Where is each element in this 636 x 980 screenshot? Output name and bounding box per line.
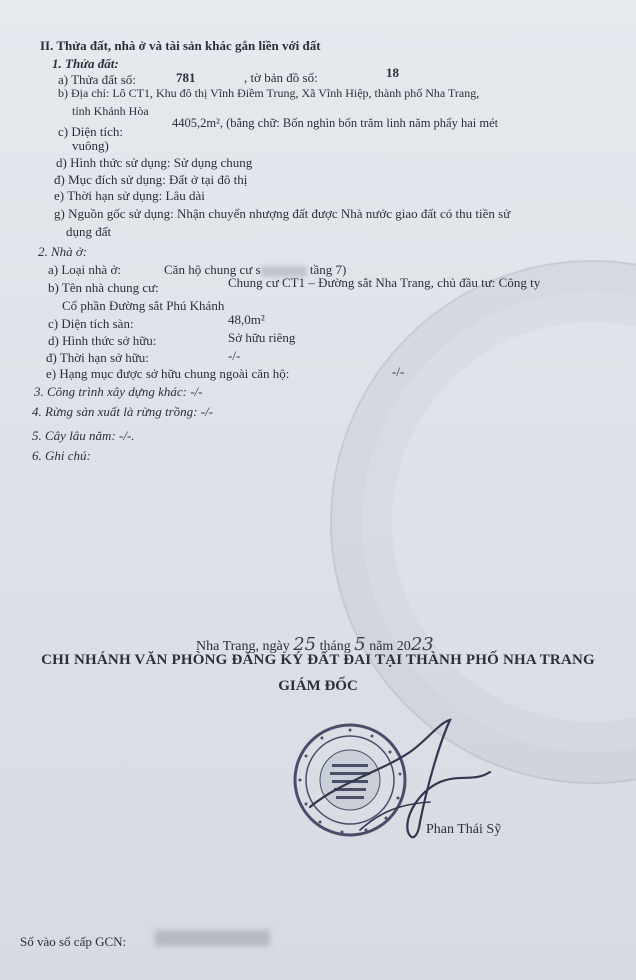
house-type-value: Căn hộ chung cư s tầng 7) — [164, 262, 347, 277]
parcel-number: 781 — [176, 70, 196, 85]
area-label: c) Diện tích: — [58, 124, 123, 139]
map-label: , tờ bản đồ số: — [244, 70, 318, 85]
issuing-office: CHI NHÁNH VĂN PHÒNG ĐĂNG KÝ ĐẤT ĐAI TẠI THÀNH PHỐ NHA TRANG — [41, 652, 595, 668]
section-title: II. Thửa đất, nhà ở và tài sản khác gắn liền với đất — [40, 38, 321, 53]
shared-items-value: -/- — [392, 364, 405, 379]
other-construction: 3. Công trình xây dựng khác: -/- — [34, 384, 203, 399]
building-value: Chung cư CT1 – Đường sắt Nha Trang, chủ đầu tư: Công ty — [228, 275, 541, 290]
handwritten-year: 23 — [410, 634, 434, 655]
area-value: 4405,2m², (bằng chữ: Bốn nghìn bốn trăm linh năm phẩy hai mét — [172, 116, 499, 130]
house-type-label: a) Loại nhà ở: — [48, 262, 121, 277]
parcel-label: a) Thửa đất số: — [58, 72, 136, 87]
notes-label: 6. Ghi chú: — [32, 448, 91, 463]
signer-name: Phan Thái Sỹ — [426, 822, 502, 837]
ownership-form-value: Sở hữu riêng — [228, 330, 296, 345]
origin-line-1: g) Nguồn gốc sử dụng: Nhận chuyển nhượng đất được Nhà nước giao đất có thu tiền sử — [54, 206, 511, 221]
building-label: b) Tên nhà chung cư: — [48, 280, 159, 295]
address-line-1: b) Địa chỉ: Lô CT1, Khu đô thị Vĩnh Điềm Trung, Xã Vĩnh Hiệp, thành phố Nha Trang, — [58, 86, 480, 100]
handwritten-day: 25 — [293, 634, 317, 655]
use-term: e) Thời hạn sử dụng: Lâu dài — [54, 188, 205, 203]
origin-line-2: dụng đất — [66, 224, 112, 239]
redacted-registry-number — [155, 930, 270, 946]
use-purpose: đ) Mục đích sử dụng: Đất ở tại đô thị — [54, 172, 248, 187]
address-line-2: tỉnh Khánh Hòa — [72, 104, 149, 118]
ownership-form-label: d) Hình thức sở hữu: — [48, 333, 157, 348]
handwritten-month: 5 — [354, 634, 366, 655]
area-value-cont: vuông) — [72, 138, 109, 153]
use-form: d) Hình thức sử dụng: Sử dụng chung — [56, 155, 253, 170]
emblem-watermark — [330, 260, 636, 784]
ownership-term-label: đ) Thời hạn sở hữu: — [46, 350, 149, 365]
floor-area-label: c) Diện tích sàn: — [48, 316, 134, 331]
house-heading: 2. Nhà ở: — [38, 244, 88, 259]
land-heading: 1. Thửa đất: — [52, 56, 119, 71]
issue-date: Nha Trang, ngày 25 tháng 5 năm 2023 — [196, 634, 434, 655]
director-title: GIÁM ĐỐC — [278, 678, 358, 694]
production-forest: 4. Rừng sản xuất là rừng trồng: -/- — [32, 404, 214, 419]
perennial-trees: 5. Cây lâu năm: -/-. — [32, 428, 135, 443]
registry-label: Số vào sổ cấp GCN: — [20, 934, 127, 949]
shared-items-label: e) Hạng mục được sở hữu chung ngoài căn hộ: — [46, 366, 290, 381]
floor-area-value: 48,0m² — [228, 312, 265, 327]
building-value-cont: Cổ phần Đường sắt Phú Khánh — [62, 298, 225, 313]
map-number: 18 — [386, 65, 399, 80]
ownership-term-value: -/- — [228, 348, 241, 363]
